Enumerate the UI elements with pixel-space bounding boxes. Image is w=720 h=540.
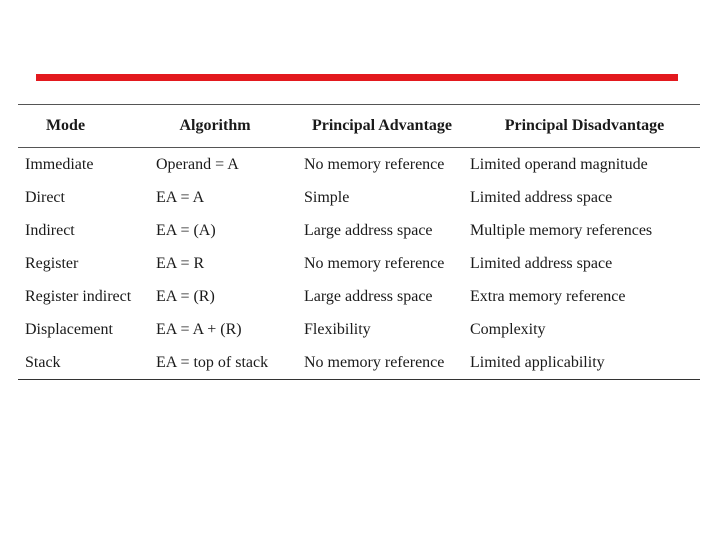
table-row [18, 280, 700, 313]
cell-algorithm: EA = R [156, 254, 205, 272]
cell-mode: Indirect [25, 221, 75, 239]
cell-mode: Direct [25, 188, 65, 206]
addressing-modes-table-container [18, 104, 700, 380]
table-row [18, 214, 700, 247]
cell-algorithm: Operand = A [156, 155, 239, 173]
addressing-modes-table [18, 104, 700, 380]
cell-advantage: Large address space [304, 287, 433, 305]
cell-mode: Immediate [25, 155, 94, 173]
cell-advantage: No memory reference [304, 155, 445, 173]
cell-disadvantage: Limited operand magnitude [470, 155, 648, 173]
cell-algorithm: EA = (A) [156, 221, 216, 239]
table-row [18, 148, 700, 182]
cell-disadvantage: Limited address space [470, 188, 613, 206]
header-principal-advantage: Principal Advantage [311, 117, 452, 134]
title-rule [36, 74, 678, 81]
cell-advantage: Simple [304, 188, 350, 206]
cell-disadvantage: Multiple memory references [470, 221, 653, 239]
cell-advantage: Large address space [304, 221, 433, 239]
cell-advantage: No memory reference [304, 254, 445, 272]
table-row [18, 313, 700, 346]
cell-mode: Displacement [25, 320, 113, 338]
table-row [18, 181, 700, 214]
cell-mode: Stack [25, 353, 61, 371]
header-algorithm: Algorithm [179, 117, 251, 134]
cell-advantage: No memory reference [304, 353, 445, 371]
cell-disadvantage: Limited address space [470, 254, 613, 272]
cell-mode: Register [25, 254, 79, 272]
cell-algorithm: EA = top of stack [156, 353, 269, 371]
cell-algorithm: EA = (R) [156, 287, 215, 305]
cell-mode: Register indirect [25, 287, 132, 305]
table-row [18, 247, 700, 280]
cell-advantage: Flexibility [304, 320, 371, 338]
cell-disadvantage: Limited applicability [470, 353, 605, 371]
header-mode: Mode [45, 117, 86, 134]
table-row [18, 346, 700, 380]
cell-algorithm: EA = A [156, 188, 205, 206]
cell-algorithm: EA = A + (R) [156, 320, 242, 338]
header-principal-disadvantage: Principal Disadvantage [504, 117, 665, 134]
table-header-row [18, 105, 700, 148]
cell-disadvantage: Complexity [470, 320, 546, 338]
cell-disadvantage: Extra memory reference [470, 287, 626, 305]
